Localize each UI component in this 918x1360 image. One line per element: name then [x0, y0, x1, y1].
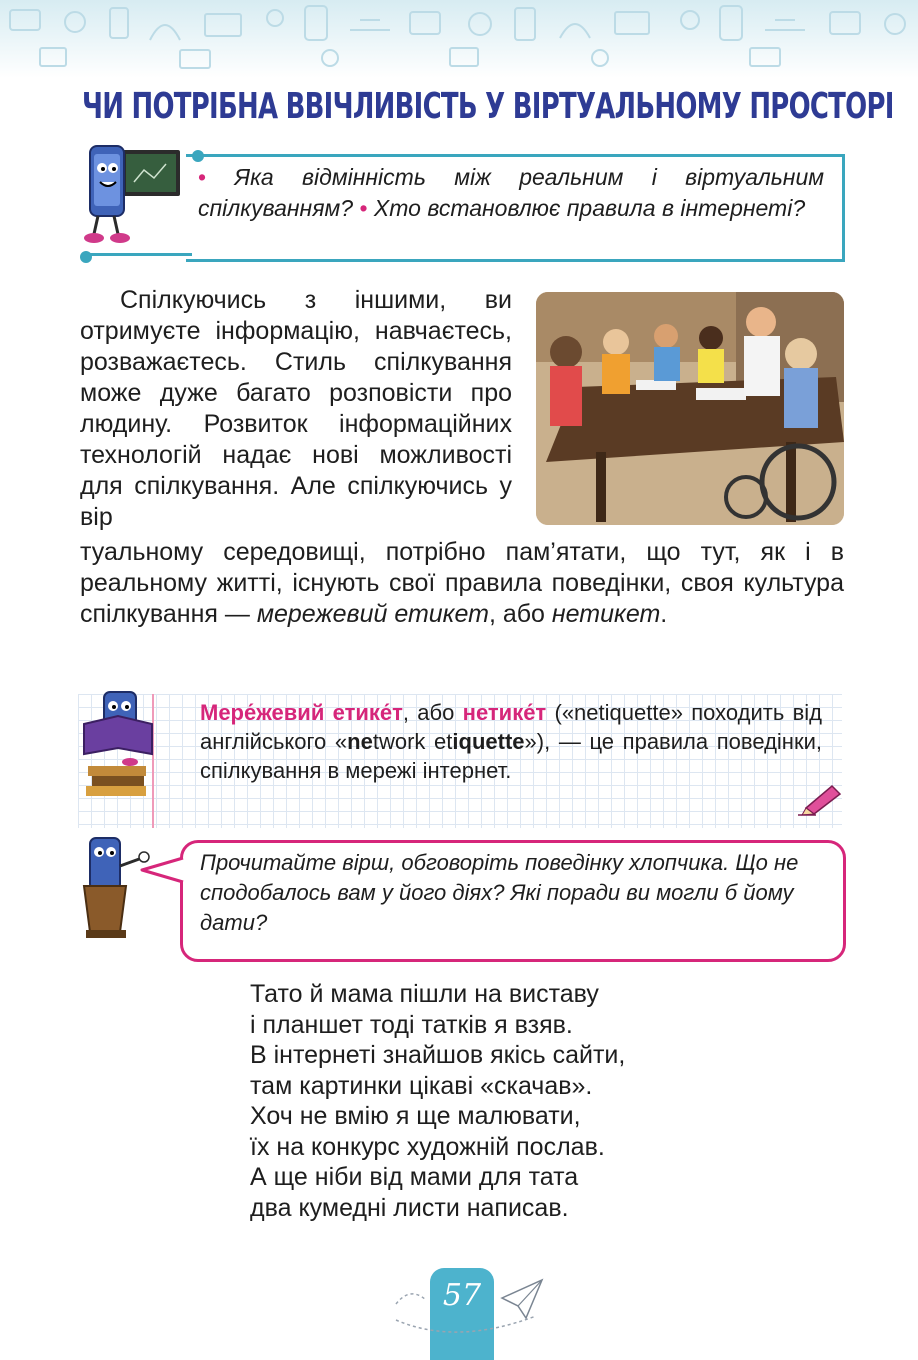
- intro-text-end: .: [660, 600, 668, 628]
- intro-text-or: , або: [488, 600, 552, 628]
- definition-term-1: Мере́жевий етике́т: [200, 700, 403, 725]
- poem-line: Хоч не вмію я ще малювати,: [250, 1102, 581, 1130]
- frame-bottom-line: [82, 253, 192, 259]
- poem-line: Тато й мама пішли на виставу: [250, 980, 599, 1008]
- question-1: Яка відмінність між реальним і віртуальним спілкуванням?: [198, 164, 825, 221]
- intro-paragraph-wrap: [80, 285, 512, 533]
- intro-text-continued: туальному середовищі, потрібно пам’ятати, що тут, як і в реальному житті, існують свої правила поведінки, своя культура спілкування —: [80, 538, 844, 628]
- page-number: 57: [442, 1278, 482, 1313]
- poem-line: там картинки цікаві «скачав».: [250, 1071, 593, 1100]
- definition-term-2: нетике́т: [462, 700, 547, 725]
- poem-line: і планшет тоді татків я взяв.: [250, 1010, 573, 1039]
- poem-line: В інтернеті знайшов якісь сайти,: [250, 1041, 626, 1069]
- pencil-icon: [798, 782, 844, 816]
- poem-line: А ще ніби від мами для тата: [250, 1163, 579, 1191]
- page-title: ЧИ ПОТРІБНА ВВІЧЛИВІСТЬ У ВІРТУАЛЬНОМУ ПРОСТОРІ: [82, 86, 894, 127]
- classroom-photo: [536, 292, 844, 525]
- poem-line: їх на конкурс художній послав.: [250, 1132, 605, 1161]
- netiquette-definition: [200, 698, 822, 785]
- poem: [250, 979, 770, 1223]
- definition-bold-iquette: iquette: [452, 729, 525, 754]
- phone-mascot-reading-icon: [82, 690, 158, 800]
- lesson-questions: [198, 162, 824, 224]
- question-bullet: •: [359, 195, 368, 221]
- question-bullet: •: [198, 164, 207, 190]
- phone-mascot-podium-icon: [80, 836, 150, 940]
- task-instructions: Прочитайте вірш, обговоріть поведінку хлопчика. Що не сподобалось вам у його діях? Які поради ви могли б йому дати?: [200, 850, 799, 935]
- phone-mascot-chalkboard-icon: [82, 142, 182, 246]
- paper-plane-icon: [392, 1274, 552, 1340]
- intro-text-start: Спілкуючись з іншими, ви отримуєте інформацію, навчаєтесь, розважаєтесь. Стиль спілкування може дуже багато розповісти про людину. Розвиток інформаційних технологій надає нові можливості для спілкування. Але спілкуючись у вір: [80, 286, 512, 531]
- definition-twork: twork et: [372, 729, 453, 754]
- question-2: Хто встановлює правила в інтернеті?: [373, 195, 806, 221]
- definition-bold-ne: ne: [347, 729, 373, 754]
- term-network-etiquette: мережевий етикет: [256, 600, 489, 628]
- speech-bubble-tail: [138, 856, 186, 886]
- gadgets-pattern-icon: [0, 0, 918, 78]
- children-at-table-image: [536, 292, 844, 525]
- intro-paragraph-full: [80, 537, 844, 630]
- definition-sep: , або: [402, 700, 463, 725]
- term-netiquette: нетикет: [551, 600, 661, 628]
- definition-origin: («netiquette» походить від англійського «: [200, 700, 822, 754]
- poem-line: два кумедні листи написав.: [250, 1193, 569, 1222]
- definition-meaning: »), — це правила поведінки, спілкування в мережі інтернет.: [200, 729, 822, 783]
- header-decoration: [0, 0, 918, 78]
- frame-dot-top: [192, 150, 204, 162]
